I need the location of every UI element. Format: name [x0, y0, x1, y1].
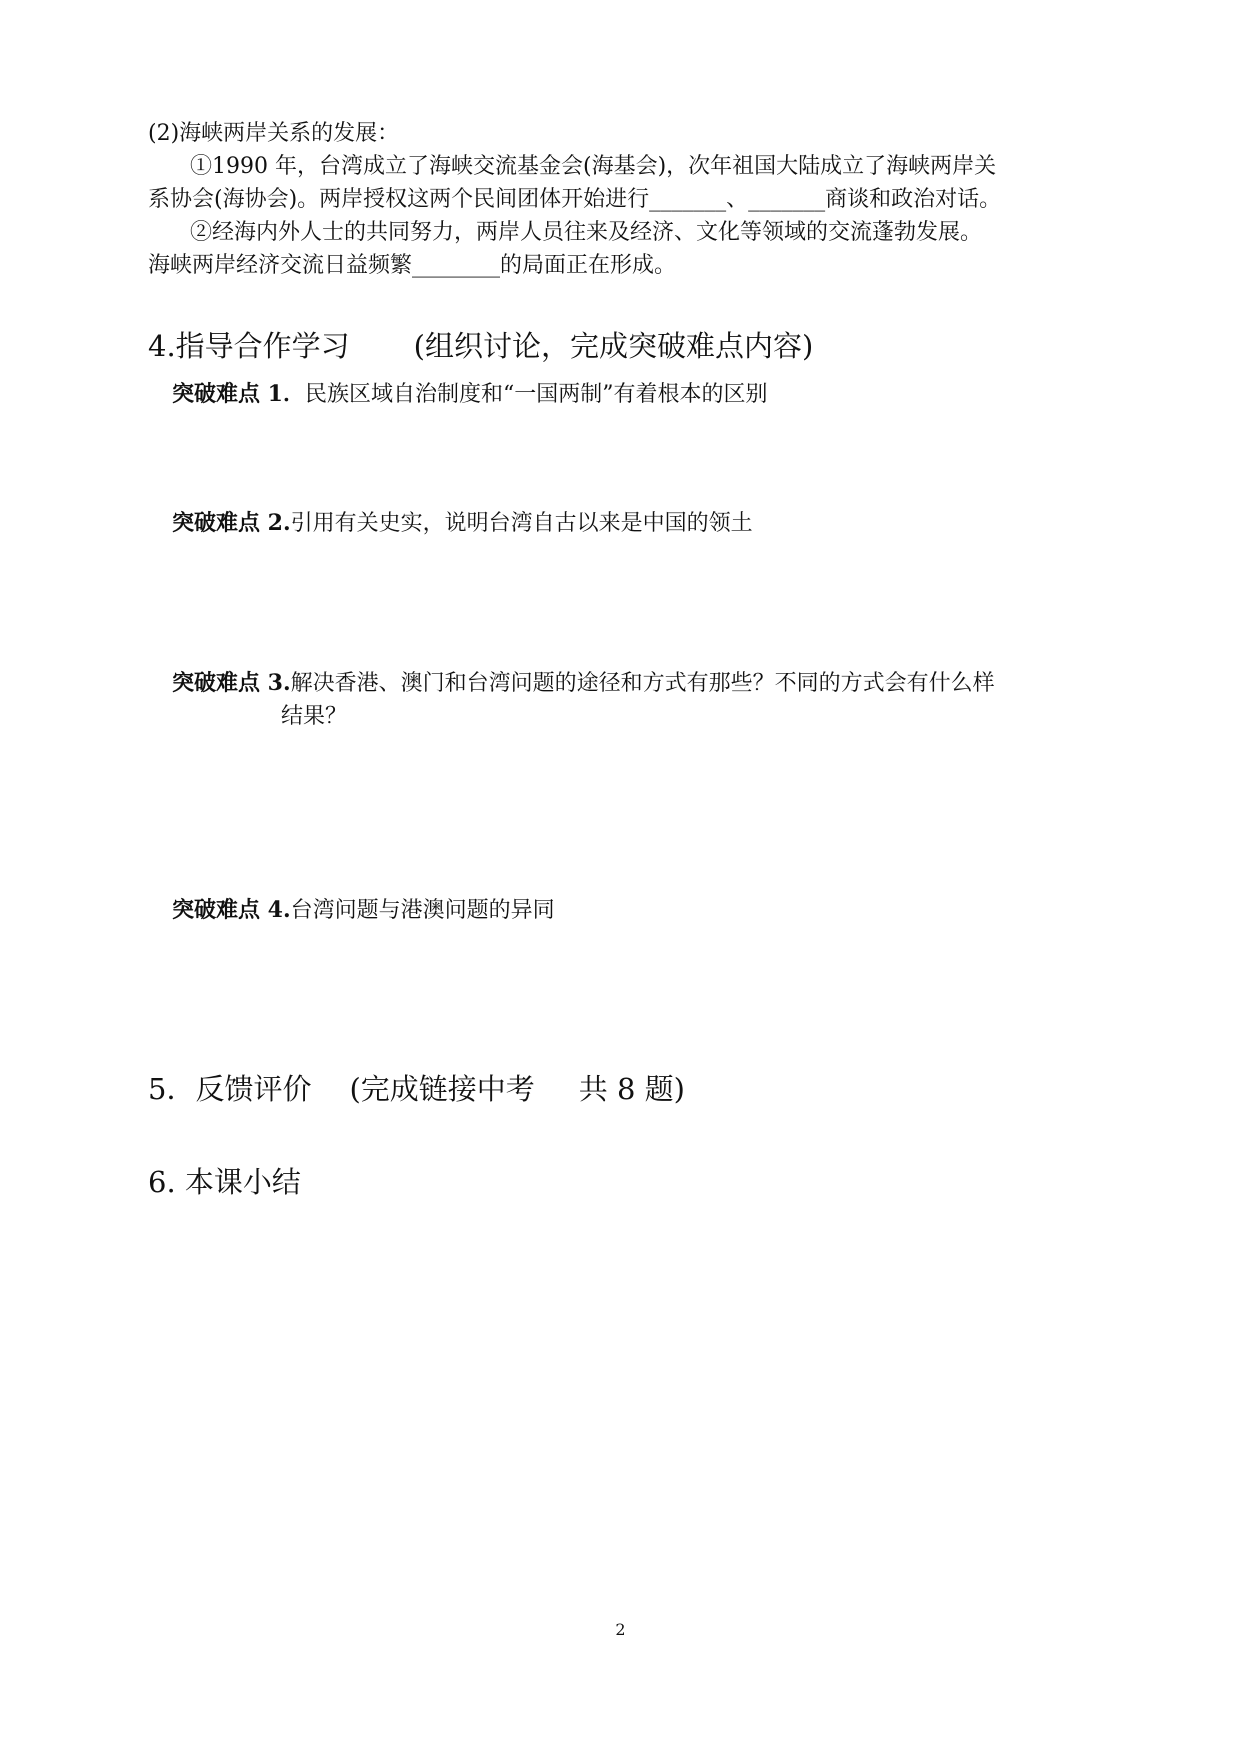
key-point-1-text: 民族区域自治制度和“一国两制”有着根本的区别: [304, 382, 768, 407]
section-2-item-1-line-2: 系协会(海协会)。两岸授权这两个民间团体开始进行_______、_______商谈和政治对话。: [148, 187, 1002, 212]
section-5-subtitle: (完成链接中考: [349, 1072, 535, 1106]
key-point-3-label: 突破难点 3.: [172, 670, 291, 696]
key-point-4-text: 台湾问题与港澳问题的异同: [290, 898, 555, 923]
section-4-heading: [148, 328, 813, 364]
key-point-1: [172, 380, 767, 409]
key-point-2-text: 引用有关史实，说明台湾自古以来是中国的领土: [290, 511, 753, 536]
key-point-3-continuation: 结果？: [281, 704, 348, 729]
section-5-count: 共 8 题): [578, 1072, 685, 1106]
page-number: 2: [615, 1620, 626, 1639]
key-point-2-label: 突破难点 2.: [172, 510, 291, 536]
section-4-subtitle: (组织讨论，完成突破难点内容): [413, 329, 814, 363]
key-point-3-text: 解决香港、澳门和台湾问题的途径和方式有那些？不同的方式会有什么样: [290, 671, 995, 696]
section-2-item-2-line-1: ②经海内外人士的共同努力，两岸人员往来及经济、文化等领域的交流蓬勃发展。: [190, 220, 983, 245]
key-point-1-label: 突破难点 1．: [172, 381, 305, 407]
key-point-3: [172, 669, 995, 698]
key-point-4: [172, 896, 555, 925]
section-5-heading: [148, 1071, 685, 1107]
section-2-title: (2)海峡两岸关系的发展：: [148, 121, 400, 146]
section-6-title: 6. 本课小结: [148, 1165, 301, 1199]
section-4-title: 4.指导合作学习: [148, 329, 350, 363]
section-5-title: 5．反馈评价: [148, 1072, 312, 1106]
section-2-item-1-line-1: ①1990 年，台湾成立了海峡交流基金会(海基会)，次年祖国大陆成立了海峡两岸关: [190, 154, 997, 179]
key-point-4-label: 突破难点 4.: [172, 897, 291, 923]
section-2-item-2-line-2: 海峡两岸经济交流日益频繁________的局面正在形成。: [148, 253, 677, 278]
key-point-2: [172, 509, 753, 538]
